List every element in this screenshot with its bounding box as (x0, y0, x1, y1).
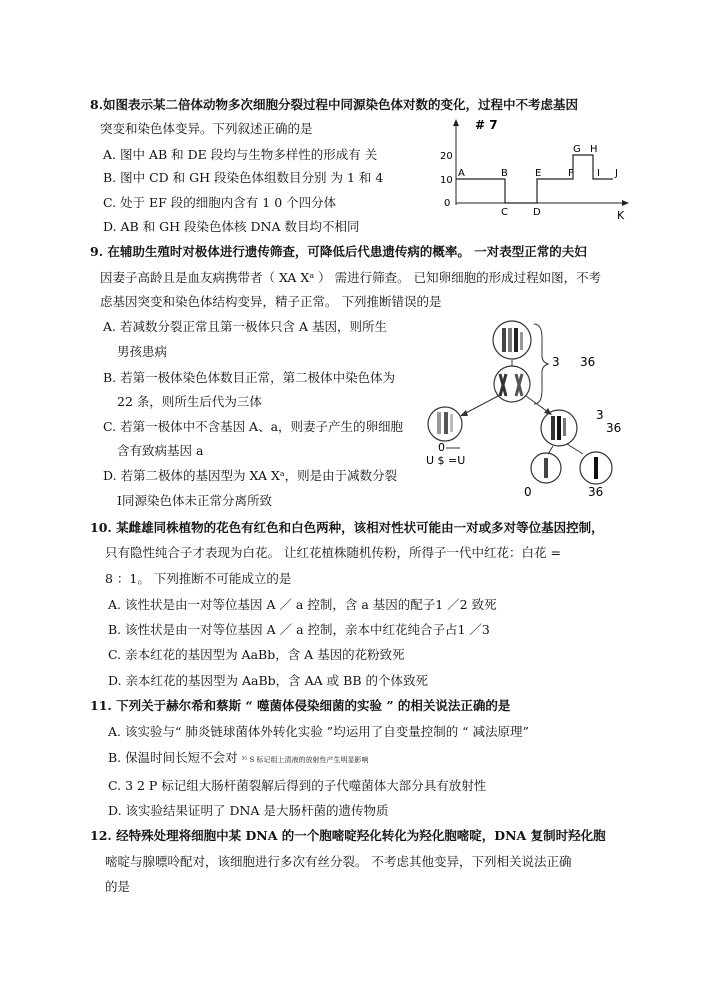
chromosome-icon (502, 328, 506, 352)
chromosome-pairs-chart (430, 115, 640, 225)
chromosome-icon (450, 414, 453, 432)
q9-option-c-line1: C. 若第一极体中不含基因 A、a，则妻子产生的卵细胞 (103, 419, 404, 434)
x-axis-arrow (622, 200, 629, 206)
label-i: I (597, 168, 600, 179)
chromosome-icon (508, 328, 512, 352)
arrow-head (460, 410, 468, 416)
step-curve (456, 155, 613, 203)
label-k: K (617, 209, 625, 222)
left-label-formula: U $ =U (426, 454, 466, 467)
arrow-line (567, 444, 583, 454)
q9-option-d-line2: Ⅰ同源染色体未正常分离所致 (117, 493, 272, 508)
q10-option-a: A. 该性状是由一对等位基因 A ／ a 控制，含 a 基因的配子1 ／2 致死 (108, 597, 497, 612)
q12-stem-line3: 的是 (105, 879, 131, 894)
q10-option-d: D. 亲本红花的基因型为 AaBb，含 AA 或 BB 的个体致死 (108, 673, 428, 688)
q9-stem-line3: 虑基因突变和染色体结构变异，精子正常。 下列推断错误的是 (100, 294, 442, 309)
y-tick-20: 20 (440, 151, 453, 162)
q11-option-c: C. 3 2 P 标记组大肠杆菌裂解后得到的子代噬菌体大部分具有放射性 (108, 778, 487, 793)
label-j: J (615, 168, 618, 179)
chromosome-icon (514, 328, 518, 352)
chromosome-icon (516, 374, 522, 396)
q10-stem-line1: 10. 某雌雄同株植物的花色有红色和白色两种，该相对性状可能由一对或多对等位基因控制， (90, 520, 604, 535)
q11-option-b (108, 750, 368, 768)
q10-stem-line2: 只有隐性纯合子才表现为白花。 让红花植株随机传粉，所得子一代中红花：白花 = (105, 545, 561, 560)
arrow-line (464, 396, 498, 414)
q9-option-b-line2: 22 条，则所生后代为三体 (117, 394, 262, 409)
label-g: G (573, 144, 581, 155)
label-h: H (590, 144, 598, 155)
y-tick-10: 10 (440, 175, 453, 186)
q12-stem-line1: 12. 经特殊处理将细胞中某 DNA 的一个胞嘧啶羟化转化为羟化胞嘧啶，DNA 复制时羟化胞 (90, 828, 606, 843)
q10-option-b: B. 该性状是由一对等位基因 A ／ a 控制，亲本中红花纯合子占1 ／3 (108, 622, 490, 637)
label-d: D (533, 207, 541, 218)
q9-option-a-line2: 男孩患病 (117, 344, 168, 359)
q9-option-a-line1: A. 若减数分裂正常且第一极体只含 A 基因，则所生 (103, 319, 387, 334)
y-tick-0: 0 (444, 198, 451, 209)
top-label-3: 3 (552, 355, 560, 369)
q11-option-d: D. 该实验结果证明了 DNA 是大肠杆菌的遗传物质 (108, 803, 389, 818)
oocyte-formation-figure (420, 318, 640, 503)
left-label-0: 0 (438, 441, 445, 454)
chromosome-icon (594, 457, 598, 479)
bottom-label-0: 0 (524, 485, 532, 499)
q9-stem-line1: 9. 在辅助生殖时对极体进行遗传筛查，可降低后代患遗传病的概率。 一对表型正常的夫妇 (90, 244, 587, 259)
q10-stem-line3: 8 ：1。 下列推断不可能成立的是 (105, 571, 292, 586)
q12-stem-line2: 嘧啶与腺嘌呤配对，该细胞进行多次有丝分裂。 不考虑其他变异，下列相关说法正确 (105, 854, 572, 869)
q9-option-b-line1: B. 若第一极体染色体数目正常，第二极体中染色体为 (103, 370, 396, 385)
label-f: F (568, 168, 574, 179)
brace (534, 324, 548, 404)
q8-option-d: D. AB 和 GH 段染色体核 DNA 数目均不相同 (103, 219, 360, 234)
q11-stem: 11. 下列关于赫尔希和蔡斯 “ 噬菌体侵染细菌的实验 ” 的相关说法正确的是 (90, 698, 511, 713)
top-label-36: 36 (580, 355, 596, 369)
chromosome-icon (520, 332, 523, 350)
right-label-36: 36 (606, 421, 622, 435)
chart-title: # 7 (475, 118, 498, 132)
chromosome-icon (444, 412, 448, 434)
chromosome-icon (437, 412, 441, 434)
right-label-3: 3 (596, 408, 604, 422)
q10-option-c: C. 亲本红花的基因型为 AaBb，含 A 基因的花粉致死 (108, 647, 405, 662)
chromosome-icon (500, 374, 506, 396)
q9-option-c-line2: 含有致病基因 a (117, 443, 204, 458)
label-a: A (458, 168, 465, 179)
q9-option-d-line1: D. 若第二极体的基因型为 XA Xᵃ，则是由于减数分裂 (103, 468, 398, 483)
chromosome-icon (551, 416, 555, 440)
label-c: C (501, 207, 508, 218)
q8-stem-line1: 8.如图表示某二倍体动物多次细胞分裂过程中同源染色体对数的变化，过程中不考虑基因 (90, 97, 579, 112)
q9-stem-line2: 因妻子高龄且是血友病携带者（ XA Xᵃ ） 需进行筛查。 已知卵细胞的形成过程如图，不考 (100, 270, 602, 285)
q11-option-a: A. 该实验与“ 肺炎链球菌体外转化实验 ”均运用了自变量控制的 “ 减法原理” (108, 724, 529, 739)
chromosome-icon (563, 418, 566, 436)
q8-option-b: B. 图中 CD 和 GH 段染色体组数目分别 为 1 和 4 (103, 170, 384, 185)
q8-stem-line2: 突变和染色体变异。下列叙述正确的是 (100, 121, 313, 136)
y-axis-arrow (453, 119, 459, 126)
label-e: E (535, 168, 542, 179)
q11-option-b-main: B. 保温时间长短不会对 (108, 750, 238, 765)
label-b: B (501, 168, 508, 179)
q11-option-b-small: ³⁵ S 标记组上清液的放射性产生明显影响 (241, 756, 369, 764)
q8-option-a: A. 图中 AB 和 DE 段均与生物多样性的形成有 关 (103, 147, 378, 162)
chromosome-icon (557, 416, 561, 440)
arrow-line (526, 396, 548, 412)
bottom-label-36: 36 (588, 485, 604, 499)
dividing-cell (494, 366, 530, 402)
chromosome-icon (544, 458, 548, 478)
q8-option-c: C. 处于 EF 段的细胞内含有 1 0 个四分体 (103, 195, 337, 210)
